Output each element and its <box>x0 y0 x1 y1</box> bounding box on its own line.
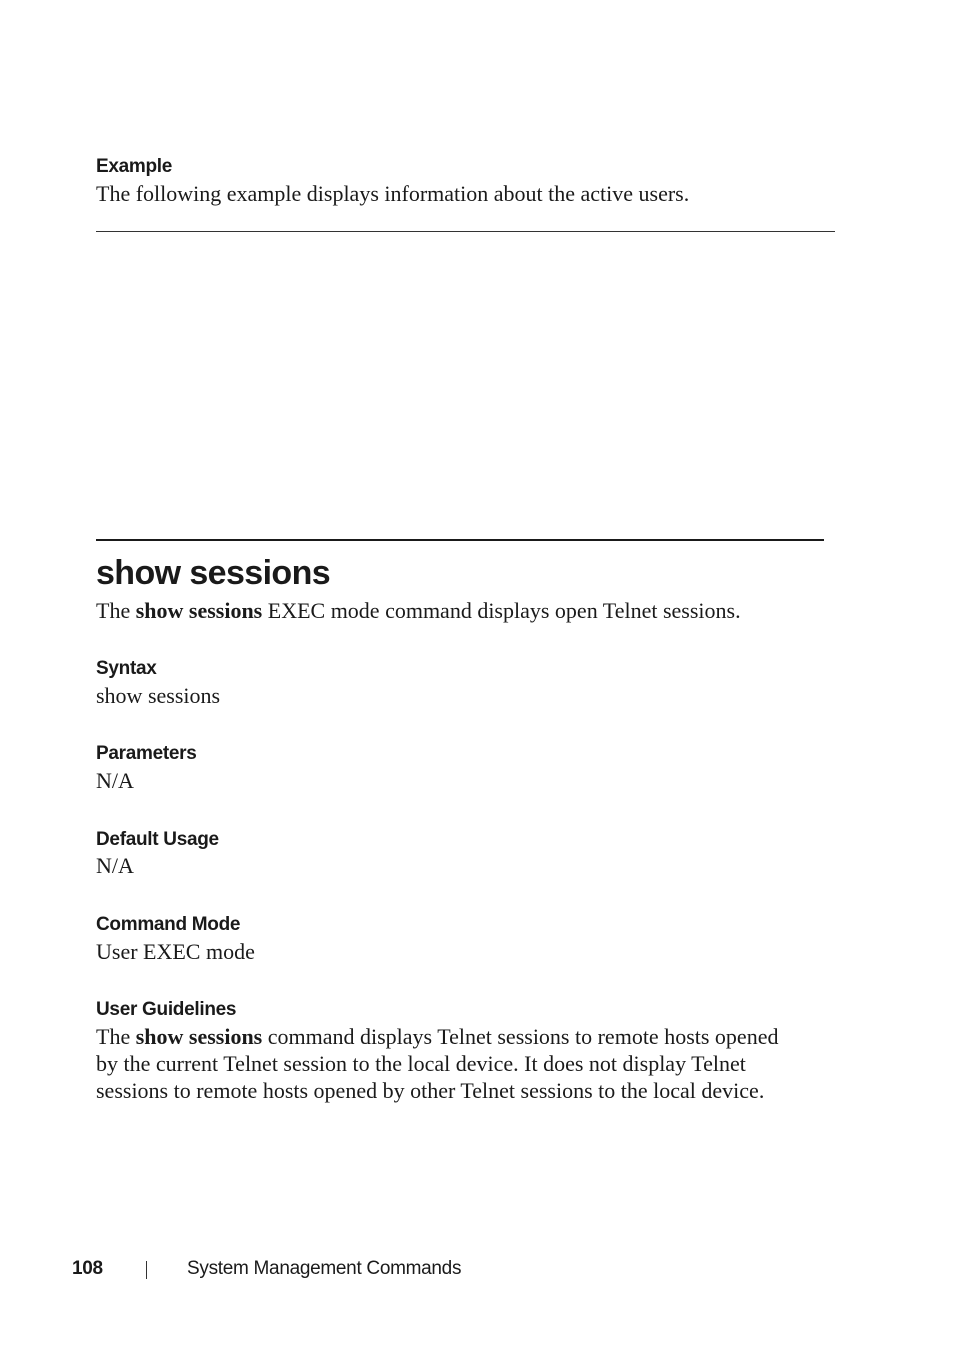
command-intro-suffix: EXEC mode command displays open Telnet sessions. <box>262 598 741 623</box>
default-usage-text: N/A <box>96 853 134 878</box>
syntax-heading: Syntax <box>96 658 157 679</box>
command-mode-heading: Command Mode <box>96 914 241 935</box>
footer-separator <box>146 1261 147 1279</box>
default-usage-heading: Default Usage <box>96 829 219 850</box>
command-intro-prefix: The <box>96 598 136 623</box>
user-guidelines-suffix: command displays Telnet sessions to remote hosts opened <box>262 1024 779 1049</box>
user-guidelines-prefix: The <box>96 1024 136 1049</box>
example-text: The following example displays information about the active users. <box>96 181 690 206</box>
user-guidelines-line-1 <box>96 1023 778 1050</box>
user-guidelines-line-2: by the current Telnet session to the local device. It does not display Telnet <box>96 1051 746 1076</box>
command-title: show sessions <box>96 554 331 592</box>
page-number: 108 <box>72 1258 103 1279</box>
syntax-text: show sessions <box>96 683 221 708</box>
user-guidelines-heading: User Guidelines <box>96 999 237 1020</box>
command-mode-text: User EXEC mode <box>96 939 255 964</box>
example-heading: Example <box>96 156 173 177</box>
footer-section-title: System Management Commands <box>187 1258 462 1279</box>
command-intro-command: show sessions <box>135 598 263 623</box>
command-intro <box>96 597 741 624</box>
example-divider <box>96 231 835 232</box>
command-top-rule <box>96 539 824 541</box>
parameters-heading: Parameters <box>96 743 197 764</box>
user-guidelines-line-3: sessions to remote hosts opened by other Telnet sessions to the local device. <box>96 1078 765 1103</box>
user-guidelines-command: show sessions <box>135 1024 263 1049</box>
parameters-text: N/A <box>96 768 134 793</box>
